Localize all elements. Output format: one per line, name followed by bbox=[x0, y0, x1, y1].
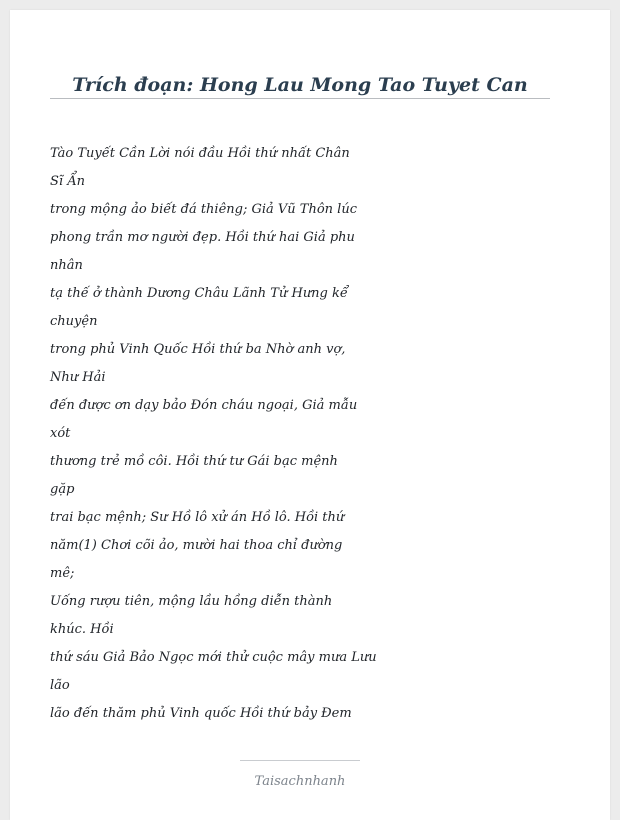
text-line: phong trần mơ người đẹp. Hồi thứ hai Giả phu bbox=[50, 230, 355, 245]
document-title: Trích đoạn: Hong Lau Mong Tao Tuyet Can bbox=[72, 74, 528, 96]
text-line: trong phủ Vinh Quốc Hồi thứ ba Nhờ anh vợ, bbox=[50, 342, 346, 357]
text-line: trai bạc mệnh; Sư Hồ lô xử án Hồ lô. Hồi thứ bbox=[50, 510, 345, 525]
text-line: thương trẻ mồ côi. Hồi thứ tư Gái bạc mệnh bbox=[50, 454, 338, 469]
title-divider bbox=[50, 98, 550, 99]
text-line: thứ sáu Giả Bảo Ngọc mới thử cuộc mây mưa Lưu bbox=[50, 650, 377, 665]
text-line: mê; bbox=[50, 566, 75, 581]
excerpt-body bbox=[50, 140, 390, 728]
text-line: Sĩ Ẩn bbox=[50, 174, 85, 189]
text-line: gặp bbox=[50, 482, 75, 497]
text-line: lão đến thăm phủ Vinh quốc Hồi thứ bảy Đem bbox=[50, 706, 352, 721]
text-line: đến được ơn dạy bảo Đón cháu ngoại, Giả mẫu bbox=[50, 398, 358, 413]
footer-divider bbox=[240, 760, 360, 761]
text-line: nhân bbox=[50, 258, 83, 273]
text-line: Uống rượu tiên, mộng lầu hồng diễn thành bbox=[50, 594, 333, 609]
footer-source: Taisachnhanh bbox=[254, 774, 346, 789]
text-line: xót bbox=[50, 426, 71, 441]
text-line: Tào Tuyết Cần Lời nói đầu Hồi thứ nhất Chân bbox=[50, 146, 350, 161]
text-line: năm(1) Chơi cõi ảo, mười hai thoa chỉ đường bbox=[50, 538, 343, 553]
text-line: tạ thế ở thành Dương Châu Lãnh Tử Hưng kể bbox=[50, 286, 348, 301]
text-line: chuyện bbox=[50, 314, 98, 329]
text-line: trong mộng ảo biết đá thiêng; Giả Vũ Thôn lúc bbox=[50, 202, 357, 217]
text-line: khúc. Hồi bbox=[50, 622, 114, 637]
text-line: lão bbox=[50, 678, 70, 693]
text-line: Như Hải bbox=[50, 370, 106, 385]
